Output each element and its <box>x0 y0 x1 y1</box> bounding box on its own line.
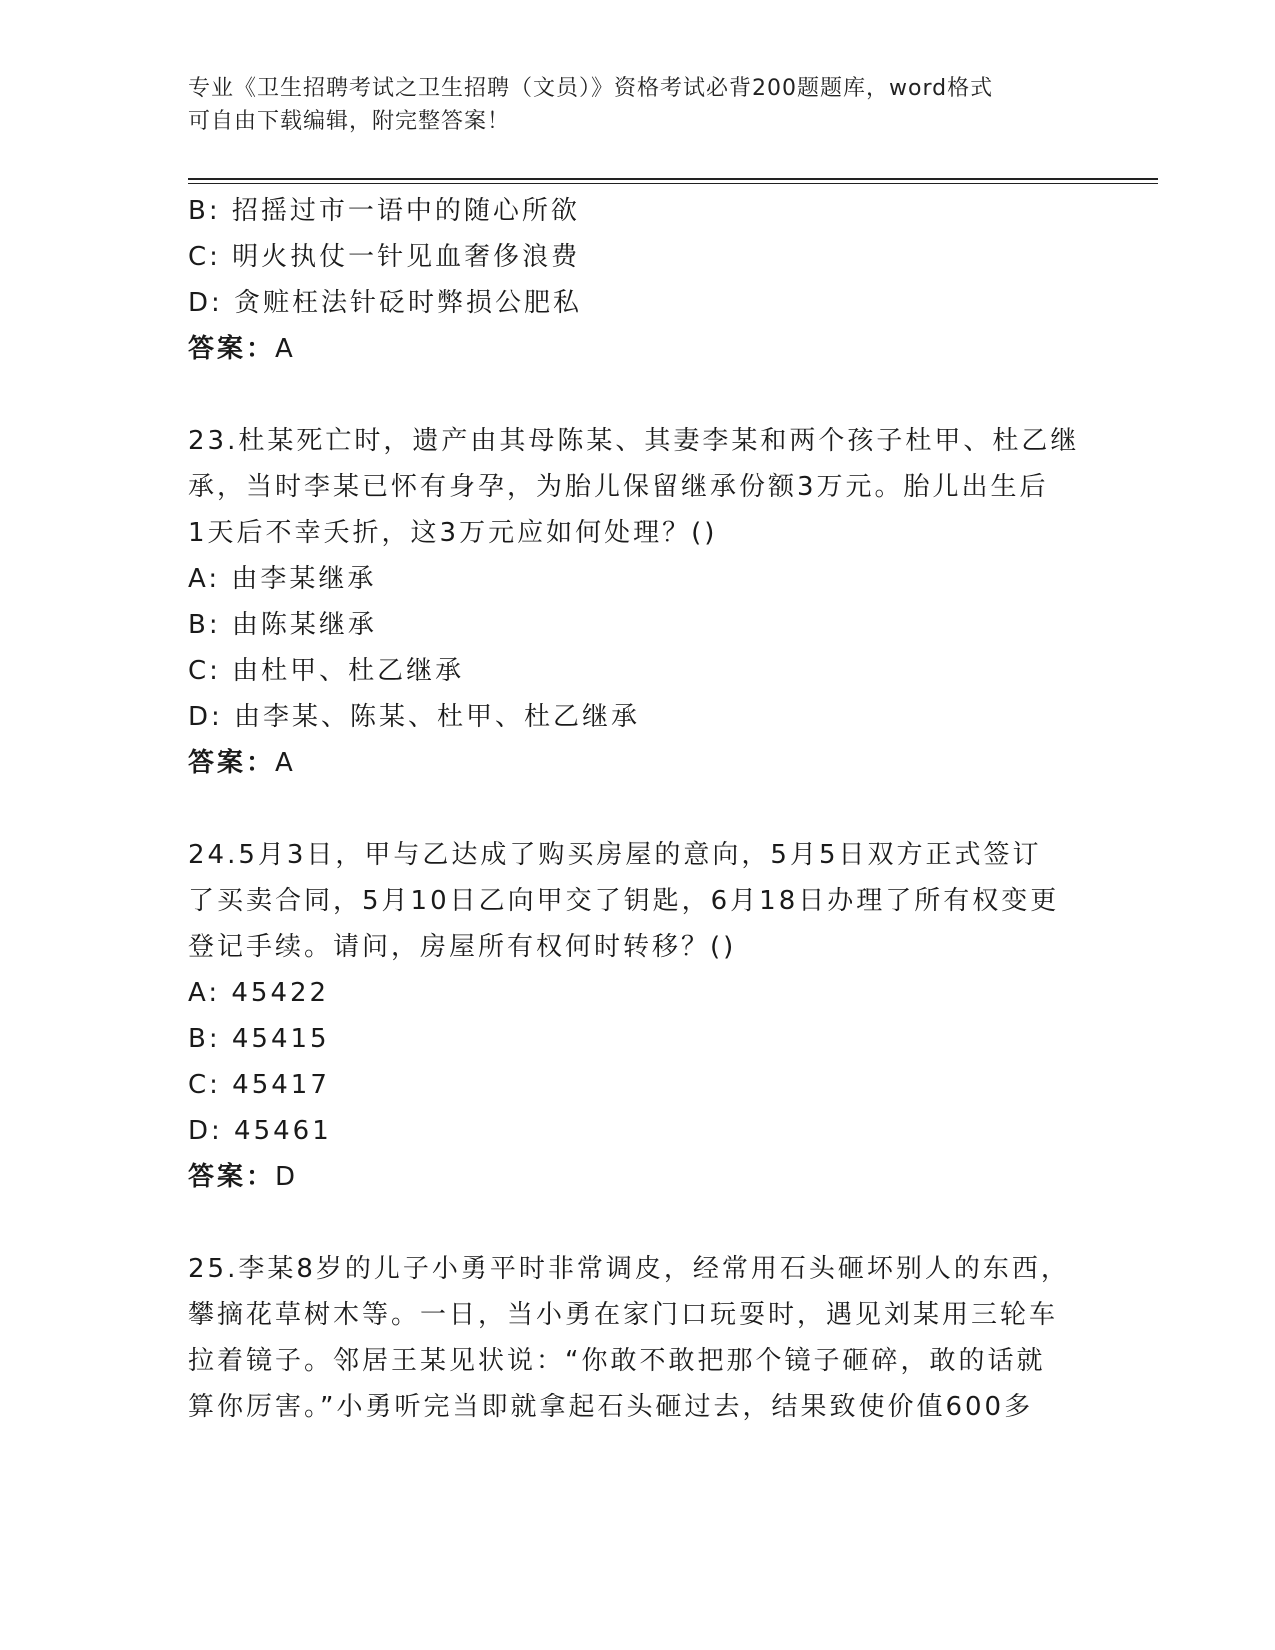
question-25 <box>188 1246 1088 1430</box>
answer-line <box>188 740 1088 786</box>
option-c: C: 由杜甲、杜乙继承 <box>188 656 465 686</box>
header-line-1: 专业《卫生招聘考试之卫生招聘（文员）》资格考试必背200题题库，word格式 <box>188 76 994 101</box>
option-c: C: 明火执仗一针见血奢侈浪费 <box>188 242 581 272</box>
option-d: D: 由李某、陈某、杜甲、杜乙继承 <box>188 702 641 732</box>
document-body <box>188 188 1088 1430</box>
question-stem-line: 25.李某8岁的儿子小勇平时非常调皮，经常用石头砸坏别人的东西， <box>188 1254 1070 1284</box>
question-stem-line: 23.杜某死亡时，遗产由其母陈某、其妻李某和两个孩子杜甲、杜乙继 <box>188 426 1080 456</box>
option-b: B: 招摇过市一语中的随心所欲 <box>188 196 580 226</box>
option-b: B: 45415 <box>188 1024 330 1054</box>
answer-label: 答案： <box>188 334 276 364</box>
answer-value: D <box>275 1162 299 1192</box>
option-a: A: 45422 <box>188 978 330 1008</box>
option-a: A: 由李某继承 <box>188 564 377 594</box>
option-d: D: 贪赃枉法针砭时弊损公肥私 <box>188 288 583 318</box>
question-23 <box>188 418 1088 786</box>
option-c: C: 45417 <box>188 1070 330 1100</box>
document-header <box>188 72 1088 138</box>
answer-value: A <box>275 748 296 778</box>
question-stem-line: 拉着镜子。邻居王某见状说：“你敢不敢把那个镜子砸碎，敢的话就 <box>188 1346 1046 1376</box>
question-gap <box>188 786 1088 832</box>
question-stem-line: 24.5月3日，甲与乙达成了购买房屋的意向，5月5日双方正式签订 <box>188 840 1042 870</box>
question-stem-line: 1天后不幸夭折，这3万元应如何处理？() <box>188 518 718 548</box>
question-22-tail <box>188 188 1088 372</box>
answer-line <box>188 1154 1088 1200</box>
answer-value: A <box>275 334 296 364</box>
question-stem-line: 了买卖合同，5月10日乙向甲交了钥匙，6月18日办理了所有权变更 <box>188 886 1060 916</box>
answer-line <box>188 326 1088 372</box>
header-line-2: 可自由下载编辑，附完整答案！ <box>188 109 511 134</box>
answer-label: 答案： <box>188 1162 276 1192</box>
question-stem-line: 攀摘花草树木等。一日，当小勇在家门口玩耍时，遇见刘某用三轮车 <box>188 1300 1059 1330</box>
option-b: B: 由陈某继承 <box>188 610 377 640</box>
question-stem-line: 登记手续。请问，房屋所有权何时转移？() <box>188 932 737 962</box>
question-gap <box>188 1200 1088 1246</box>
option-d: D: 45461 <box>188 1116 332 1146</box>
question-24 <box>188 832 1088 1200</box>
answer-label: 答案： <box>188 748 276 778</box>
header-divider <box>188 178 1158 184</box>
question-stem-line: 承，当时李某已怀有身孕，为胎儿保留继承份额3万元。胎儿出生后 <box>188 472 1049 502</box>
question-gap <box>188 372 1088 418</box>
question-stem-line: 算你厉害。”小勇听完当即就拿起石头砸过去，结果致使价值600多 <box>188 1392 1034 1422</box>
